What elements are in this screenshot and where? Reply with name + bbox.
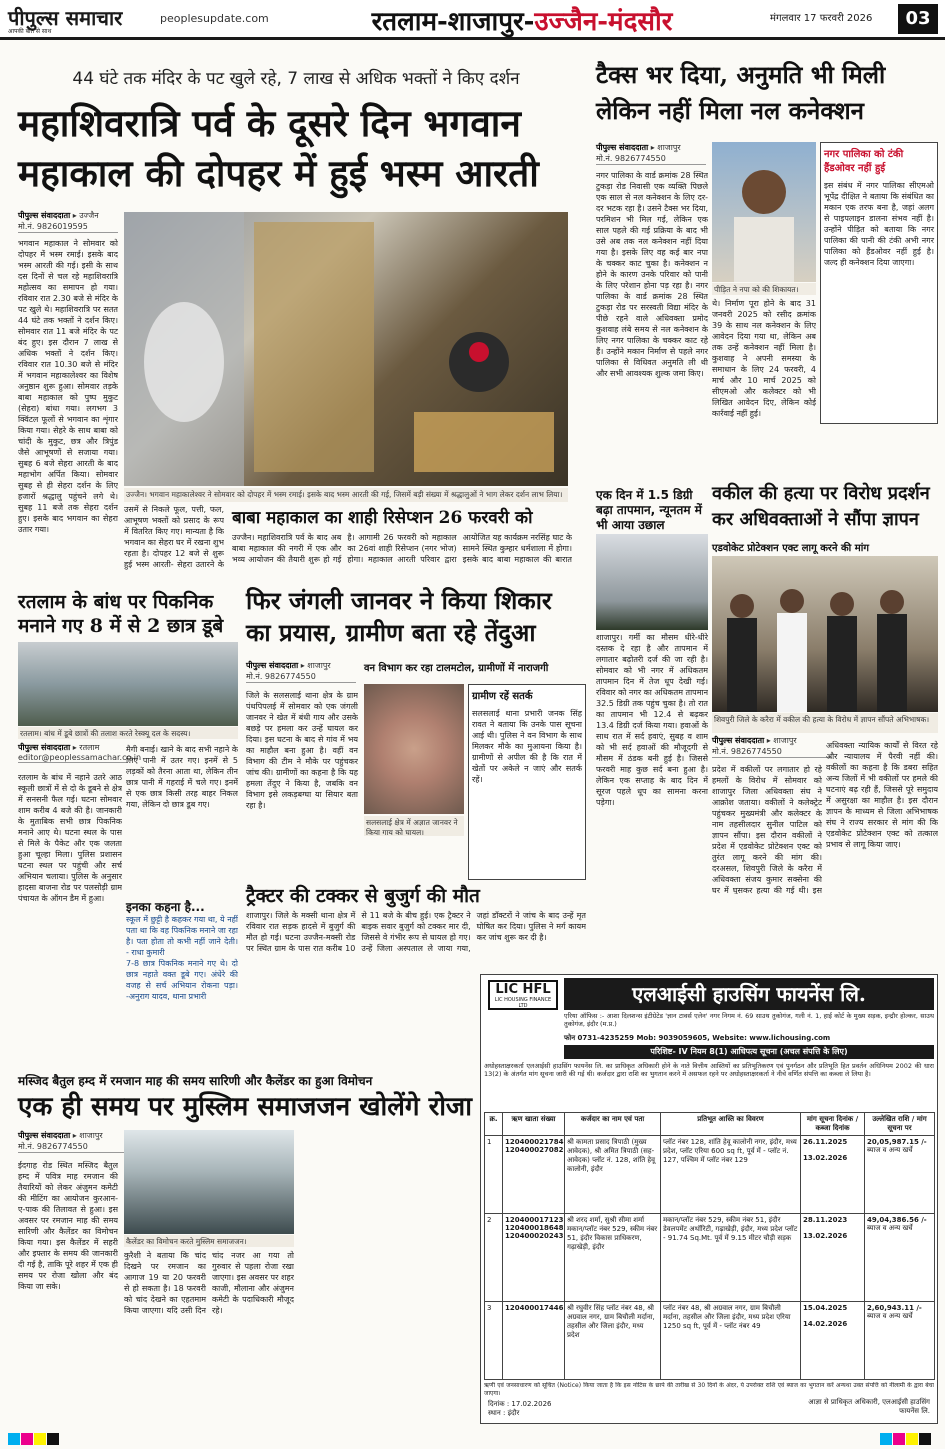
- person-illustration: [712, 142, 816, 282]
- tractor-headline: ट्रैक्टर की टक्कर से बुजुर्ग की मौत: [246, 885, 480, 907]
- photo-illustration: [124, 212, 568, 486]
- tax-caption: पीड़ित ने नपा को की शिकायत।: [712, 283, 816, 295]
- lawyer-caption: शिवपुरी जिले के करैरा में वकील की हत्या के विरोध में ज्ञापन सौंपते अभिभाषक।: [712, 713, 938, 733]
- animal-headline-2: का प्रयास, ग्रामीण बता रहे तेंदुआ: [246, 618, 536, 647]
- cell-amount: 20,05,987.15 /- ब्याज व अन्य खर्चे: [865, 1136, 935, 1214]
- tax-side-body: इस संबंध में नगर पालिका सीएमओ भूपेंद्र दीक्षित ने बताया कि संबंधित का मकान एक तरफ बना है, जहां अलग से पाइपलाइन डालना संभव नहीं है। उन्होंने पीड़ित को बताया कि नगर पालिका की पानी की टंकी अभी नगर पालिका को हैंडओवर नहीं हुई है। जल्द ही कनेक्शन दिया जाएगा।: [824, 181, 934, 267]
- lic-intro: अधोहस्ताक्षरकर्ता एलआईसी हाउसिंग फायनेंस लि. का प्राधिकृत अधिकारी होने के नाते वित्तीय आस्तियों का प्रतिभूतिकरण एवं पुनर्गठन और प्रतिभूति हित प्रवर्तन अधिनियम 2002 की धारा 13(2) के अंतर्गत मांग सूचना जारी की गई थी। कर्जदार द्वारा राशि का भुगतान करने में असफल रहने पर अधोहस्ताक्षरकर्ता ने नीचे वर्णित संपत्ति का कब्जा ले लिया है।: [484, 1062, 934, 1078]
- cell-amount: 2,60,943.11 /- ब्याज व अन्य खर्चे: [865, 1302, 935, 1380]
- dam-quotes: स्कूल में छुट्टी है कहकर गया था, ये नहीं पता था कि वह पिकनिक मनाने जा रहा है। पता होता तो कभी नहीं जाने देती। - राधा कुमारी 7-8 छात्र पिकनिक मनाने गए थे। दो छात्र नहाते वक्त डूबे गए। अंधेरे की वजह से सर्च अभियान रोकना पड़ा। -अनुराग यादव, थाना प्रभारी: [126, 915, 238, 1001]
- tax-headline-1: टैक्स भर दिया, अनुमति भी मिली: [596, 60, 886, 89]
- header-name: कर्जदार का नाम एवं पता: [565, 1113, 661, 1136]
- cell-property: प्लॉट नंबर 48, श्री अग्रवाल नगर, ग्राम बिचौली मर्दाना, तहसील और जिला इंदौर, मध्य प्रदेश एरिया 1250 sq ft, पूर्व में - प्लॉट नंबर 49: [661, 1302, 801, 1380]
- tax-photo: [712, 142, 816, 282]
- tax-side-title: नगर पालिका को टंकी हैंडओवर नहीं हुई: [824, 149, 904, 174]
- tax-sidebar: [820, 142, 938, 424]
- lead-kicker: 44 घंटे तक मंदिर के पट खुले रहे, 7 लाख से अधिक भक्तों ने किए दर्शन: [72, 69, 520, 89]
- animal-body: जिले के सलसलाई थाना क्षेत्र के ग्राम पंथपिपलई में सोमवार को एक जंगली जानवर ने खेत में बंधी गाय और उसके बछड़े पर हमला कर उन्हें घायल कर दिया। इस घटना के बाद से गांव में भय का माहौल बना हुआ है। वहीं वन विभाग की टीम ने मौके पर पहुंचकर जांच की। ग्रामीणों का कहना है कि यह हमला तेंदुए ने किया है, जबकि वन विभाग इसे लकड़बग्घा या सियार बता रहा है।: [246, 691, 358, 810]
- edition-title: रतलाम-शाजापुर-उज्जैन-मंदसौर: [371, 7, 673, 37]
- dam-caption: रतलाम। बांध में डूबे छात्रों की तलाश करते रेस्क्यू दल के सदस्य।: [18, 727, 238, 739]
- mahakal-photo: [124, 212, 568, 486]
- table-row: [485, 1136, 935, 1214]
- print-color-bar: [8, 1430, 60, 1449]
- animal-alert-body: सलसलाई थाना प्रभारी जनक सिंह रावत ने बताया कि उनके पास सूचना आई थी। पुलिस ने वन विभाग के साथ मिलकर मौके का मुआयना किया है। ग्रामीणों से अपील की है कि रात में खेतों पर अकेले न जाएं और सतर्क रहें।: [472, 709, 582, 784]
- cell-no: 2: [485, 1214, 503, 1302]
- reception-body: उज्जैन। महाशिवरात्रि पर्व के बाद अब बाबा महाकाल की नगरी में एक और भव्य आयोजन की तैयारी शुरू हो गई है। आगामी 26 फरवरी को महाकाल का 26वां शाही रिसेप्शन (नगर भोज) होगा। महाकाल आरती परिवार द्वारा आयोजित यह कार्यक्रम नरसिंह घाट के सामने स्थित कुम्हार धर्मशाला में होगा। इसके बाद बाबा महाकाल की बारात: [232, 533, 572, 564]
- cell-amount: 49,04,386.56 /- ब्याज व अन्य खर्चे: [865, 1214, 935, 1302]
- lawyer-photo: [712, 556, 938, 712]
- cell-date: 26.11.2025 13.02.2026: [801, 1136, 865, 1214]
- lic-signatory: आज्ञा से प्राधिकृत अधिकारी, एलआईसी हाउसिंग फायनेंस लि.: [808, 1398, 930, 1415]
- cell-no: 3: [485, 1302, 503, 1380]
- animal-photo: [364, 684, 464, 814]
- lic-table-wrap: [484, 1112, 934, 1380]
- tax-headline-2: लेकिन नहीं मिला नल कनेक्शन: [596, 96, 864, 125]
- lic-place: दिनांक : 17.02.2026 स्थान : इंदौर: [488, 1400, 552, 1417]
- animal-headline-1: फिर जंगली जानवर ने किया शिकार: [246, 586, 552, 615]
- dam-body-2: मैगी बनाई। खाने के बाद सभी नहाने के लिए पानी में उतर गए। इनमें से 5 लड़कों को तैरना आता था, लेकिन तीन छात्र पानी में गहराई में चले गए। इनमें से एक छात्र किसी तरह बाहर निकल गया, लेकिन दो छात्र डूब गए।: [126, 745, 238, 809]
- newspaper-logo[interactable]: पीपुल्स समाचार आपकी बात से साथ: [8, 6, 123, 35]
- mosque-photo: [124, 1130, 294, 1234]
- cell-no: 1: [485, 1136, 503, 1214]
- cell-name: श्री रघुवीर सिंह प्लॉट नंबर 48, श्री अग्रवाल नगर, ग्राम बिचौली मर्दाना, तहसील और जिला इंदौर, मध्य प्रदेश: [565, 1302, 661, 1380]
- lawyer-kicker: एडवोकेट प्रोटेक्शन एक्ट लागू करने की मांग: [712, 543, 869, 554]
- mosque-byline: पीपुल्स संवाददाता ▸ शाजापुर मो.नं. 9826774550: [18, 1130, 128, 1153]
- lawyer-byline: पीपुल्स संवाददाता ▸ शाजापुर मो.नं. 9826774550: [712, 735, 832, 758]
- cell-property: प्लॉट नंबर 128, शांति हेवू कालोनी नगर, इंदौर, मध्य प्रदेश, प्लॉट एरिया 600 sq ft, पूर्व में - प्लॉट नं. 127, पश्चिम में प्लॉट नंबर 129: [661, 1136, 801, 1214]
- lic-footer: ऋणी एवं जनसाधारण को सूचित (Notice) किया जाता है कि इस नोटिस के छापे की तारीख से 30 दिनों के अंदर, ये उपरोक्त राशि एवं ब्याज का भुगतान करें अन्यथा उक्त संपत्ति को नीलामी के द्वारा बेचा जाएगा।: [484, 1382, 934, 1397]
- tax-body-2: थे। निर्माण पूरा होने के बाद 31 जनवरी 2025 को रसीद क्रमांक 39 के साथ नल कनेक्शन के लिए आवेदन दिया गया था, लेकिन अब तक उन्हें कनेक्शन नहीं मिला है। कुशवाह ने अपनी समस्या के समाधान के लिए 24 फरवरी, 4 मार्च और 10 मार्च 2025 को सीएमओ और कलेक्टर को भी लिखित आवेदन दिए, लेकिन कोई कार्रवाई नहीं हुई।: [712, 299, 816, 418]
- animal-alert-title: ग्रामीण रहें सतर्क: [472, 691, 533, 702]
- dam-photo: [18, 642, 238, 726]
- dam-body: रतलाम के बांध में नहाने उतरे आठ स्कूली छात्रों में से दो के डूबने से क्षेत्र में सनसनी फैल गई। घटना सोमवार शाम करीब 4 बजे की है। जानकारी के मुताबिक सभी छात्र पिकनिक मनाने आए थे। घटना स्थल के पास से मिले के पैकेट और एक जलता हुआ चूल्हा मिला। पुलिस प्रशासन घटना स्थल पर पहुंची और सर्च अभियान चलाया। पुलिस के अनुसार हादसा बाजना रोड पर पलसोड़ी ग्राम पंचायत के ऑगन डैम में हुआ।: [18, 773, 122, 903]
- mosque-caption: कैलेंडर का विमोचन करते मुस्लिम समाजजन।: [124, 1235, 294, 1247]
- dam-headline-2: मनाने गए 8 में से 2 छात्र डूबे: [18, 615, 224, 637]
- lic-table: [484, 1112, 935, 1380]
- table-row: [485, 1302, 935, 1380]
- lead-body-2: उसमें से निकले फूल, पत्ती, फल, आभूषण भक्तों को प्रसाद के रूप में वितरित किए गए। मान्यता है कि भगवान का सेहरा घर में रखना शुभ रहता है। दोपहर 12 बजे से शुरू हुई भस्म आरती- सेहरा उतारने के: [124, 505, 224, 569]
- lic-rule: परिशिष्ट- IV नियम 8(1) आधिपत्य सूचना (अचल संपत्ति के लिए): [564, 1045, 934, 1059]
- dam-byline: पीपुल्स संवाददाता ▸ रतलाम editor@peoplessamachar.co.in: [18, 743, 142, 762]
- cell-loan: 120400021784 120400027082: [503, 1136, 565, 1214]
- page-number: 03: [898, 4, 938, 34]
- lead-caption: उज्जैन। भगवान महाकालेश्वर ने सोमवार को दोपहर में भस्म रमाई। इसके बाद भस्म आरती की गई, जिसमें बड़ी संख्या में श्रद्धालुओं ने भाग लेकर दर्शन लाभ लिया।: [124, 488, 568, 502]
- lawyer-headline-1: वकील की हत्या पर विरोध प्रदर्शन: [712, 483, 930, 504]
- dam-headline-1: रतलाम के बांध पर पिकनिक: [18, 591, 214, 613]
- tax-body: नगर पालिका के वार्ड क्रमांक 28 स्थित टुकड़ा रोड निवासी एक व्यक्ति पिछले एक साल से नल कनेक्शन के लिए दर-दर भटक रहा है। उसने टैक्स भर दिया, परमिशन भी मिल गई, लेकिन एक साल पहले की गई प्रक्रिया के बाद भी उसे अब तक नल कनेक्शन नहीं दिया गया है। इसके लिए वह कई बार नपा के चक्कर काट चुका है। कनेक्शन न होने के कारण उनके परिवार को पानी के लिए परेशान होना पड़ रहा है। नगर पालिका के वार्ड क्रमांक 28 स्थित टुकड़ा रोड पर सरस्वती विद्या मंदिर के पीछे रहने वाले अधिवक्ता प्रमोद कुशवाह लंबे समय से नल कनेक्शन के लिए नगर पालिका के चक्कर काट रहे हैं। उन्होंने मकान निर्माण से पहले नगर पालिका से विधिवत अनुमति ली थी और सभी आवश्यक शुल्क जमा किए।: [596, 171, 708, 378]
- crowd-illustration: [712, 556, 938, 712]
- header-no: क्र.: [485, 1113, 503, 1136]
- lead-byline: पीपुल्स संवाददाता ▸ उज्जैन मो.नं. 9826019595: [18, 210, 118, 233]
- cell-property: मकान/प्लॉट नंबर 529, स्कीम नंबर 51, इंदौर डेवलपमेंट अथॉरिटी, गढ़ाखेड़ी, इंदौर, मध्य प्रदेश प्लॉट - 91.74 Sq.Mt. पूर्व में 9.15 मीटर चौड़ी सड़क: [661, 1214, 801, 1302]
- lic-address: एरिया ऑफिस :- आशा दिलशन्स इंटीग्रेटेड 'ज्ञान टावर्स एलेन' नगर निगम नं. 69 साउथ तुकोगंज, गली नं. 1, हाई कोर्ट के मुख्य सड़क, इन्द्रौर होल्कर, साउथ तुकोगंज, इंदौर (म.प्र.): [564, 1012, 934, 1028]
- dam-quote-title: इनका कहना है...: [126, 900, 205, 914]
- mosque-body: ईदगाह रोड स्थित मस्जिद बैतुल हम्द में पवित्र माह रमजान की तैयारियों को लेकर अंजुमन कमेटी की मीटिंग का आयोजन कुरआन-ए-पाक की तिलावत से हुआ। इस अवसर पर रमजान माह की समय सारिणी और कैलेंडर का विमोचन किया गया। इस कैलेंडर में सहरी और इफ्तार के समय की जानकारी दी गई है, ताकि पूरे शहर में एक ही समय पर रोजा खोला और बंद किया जा सके।: [18, 1161, 118, 1291]
- lawyer-body: प्रदेश में वकीलों पर लगातार हो रहे हमलों के विरोध में सोमवार को शाजापुर जिला अधिवक्ता संघ ने आक्रोश जताया। वकीलों ने कलेक्ट्रेट पहुंचकर मुख्यमंत्री और कलेक्टर के नाम तहसीलदार सुनील पाटिल को ज्ञापन सौंपा। इस दौरान वकीलों ने प्रदेश में एडवोकेट प्रोटेक्शन एक्ट को तुरंत लागू करने की मांग की। दरअसल, शिवपुरी जिले के करैरा में अधिवक्ता संजय कुमार सक्सेना की घर में घुसकर हत्या की गई थी। इस: [712, 765, 822, 894]
- animal-kicker: वन विभाग कर रहा टालमटोल, ग्रामीणों में नाराजगी: [364, 663, 549, 674]
- cell-loan: 120400017446: [503, 1302, 565, 1380]
- animal-byline: पीपुल्स संवाददाता ▸ शाजापुर मो.नं. 9826774550: [246, 660, 356, 683]
- print-color-bar-right: [880, 1430, 932, 1449]
- mosque-headline: एक ही समय पर मुस्लिम समाजजन खोलेंगे रोजा: [18, 1092, 472, 1122]
- cell-name: श्री शरद शर्मा, सुश्री सीमा शर्मा मकान/प्लॉट नंबर 529, स्कीम नंबर 51, इंदौर विकास प्राधिकरण, गढ़ाखेड़ी, इंदौर: [565, 1214, 661, 1302]
- lead-headline-1: महाशिवरात्रि पर्व के दूसरे दिन भगवान: [18, 101, 521, 145]
- animal-alert-box: [468, 684, 586, 880]
- header-property: प्रतिभूत आस्ति का विवरण: [661, 1113, 801, 1136]
- header-loan: ऋण खाता संख्या: [503, 1113, 565, 1136]
- lawyer-body-2: अधिवक्ता न्यायिक कार्यों से विरत रहे और न्यायालय में पैरवी नहीं की। वकीलों का कहना है कि डबरा सहित अन्य जिलों में भी वकीलों पर हमले की घटनाएं बढ़ रही हैं, जिससे पूरे समुदाय में असुरक्षा का माहौल है। इस दौरान ज्ञापन के माध्यम से जिला अभिभाषक संघ ने राज्य सरकार से मांग की कि एडवोकेट प्रोटेक्शन एक्ट को तत्काल प्रभाव से लागू किया जाए।: [826, 741, 938, 849]
- lawyer-headline-2: कर अधिवक्ताओं ने सौंपा ज्ञापन: [712, 509, 919, 530]
- reception-headline: बाबा महाकाल का शाही रिसेप्शन 26 फरवरी को: [232, 508, 533, 528]
- lead-body: भगवान महाकाल ने सोमवार को दोपहर में भस्म रमाई। इसके बाद भस्म आरती की गई। इसी के साथ दस दिनों से चल रहे महाशिवरात्रि महोत्सव का समापन हो गया। रविवार रात 2.30 बजे से मंदिर के पट खुले थे। महाशिवरात्रि पर सतत 44 घंटे तक भक्तों ने दर्शन किए। सोमवार रात 11 बजे मंदिर के पट बंद हुए। इस दौरान 7 लाख से अधिक भक्तों ने दर्शन किए। रविवार रात 10.30 बजे से मंदिर में भगवान महाकालेश्वर का विशेष अनुष्ठान शुरू हुआ। सोमवार तड़के बाबा महाकाल को पुष्प मुकुट (सेहरा) बांधा गया। लगभग 3 क्विंटल फूलों से भगवान का शृंगार किया गया। सेहरे के साथ बाबा को चांदी के मुकुट, छत्र और त्रिपुंड जैसे आभूषणों से सजाया गया। सुबह 6 बजे सेहरा आरती के बाद महाभोग अर्पित किया। सोमवार सुबह से ही सेहरा दर्शन के लिए हजारों श्रद्धालु पहुंचने लगे थे। सुबह 11 बजे तक सेहरा दर्शन हुए। इसके बाद भगवान का सेहरा उतार गया।: [18, 239, 118, 534]
- table-row: [485, 1214, 935, 1302]
- header-date: मांग सूचना दिनांक / कब्जा दिनांक: [801, 1113, 865, 1136]
- lic-company: एलआईसी हाउसिंग फायनेंस लि.: [564, 978, 934, 1010]
- weather-headline: एक दिन में 1.5 डिग्री बढ़ा तापमान, न्यूनतम में भी आया उछाल: [596, 488, 702, 532]
- cell-name: श्री कामता प्रसाद त्रिपाठी (मुख्य आवेदक), श्री अमित त्रिपाठी (सह-आवेदक) प्लॉट नं. 128, शांति हेवू कालोनी, इंदौर: [565, 1136, 661, 1214]
- cell-date: 15.04.2025 14.02.2026: [801, 1302, 865, 1380]
- cell-loan: 120400017123 120400018648 120400020243: [503, 1214, 565, 1302]
- animal-caption: सलसलाई क्षेत्र में अज्ञात जानवर ने किया गाय को घायल।: [364, 816, 464, 836]
- cell-date: 28.11.2023 13.02.2026: [801, 1214, 865, 1302]
- lic-logo: LIC HFL LIC HOUSING FINANCE LTD: [488, 980, 558, 1010]
- issue-date: मंगलवार 17 फरवरी 2026: [770, 13, 873, 24]
- tax-byline: पीपुल्स संवाददाता ▸ शाजापुर मो.नं. 9826774550: [596, 142, 706, 165]
- lead-headline-2: महाकाल की दोपहर में हुई भस्म आरती: [18, 151, 539, 195]
- lic-phone: फोन 0731-4235259 Mob: 9039059605, Website: www.lichousing.com: [564, 1034, 831, 1042]
- mosque-kicker: मस्जिद बैतुल हम्द में रमजान माह की समय सारिणी और कैलेंडर का हुआ विमोचन: [18, 1074, 373, 1088]
- lic-table-header: [485, 1113, 935, 1136]
- tractor-body: शाजापुर। जिले के मक्सी थाना क्षेत्र में रविवार रात सड़क हादसे में बुजुर्ग की मौत हो गई। घटना उज्जैन-मक्सी रोड पर स्थित ग्राम के पास रात करीब 10 से 11 बजे के बीच हुई। एक ट्रैक्टर ने बाइक सवार बुजुर्ग को टक्कर मार दी, जिससे वे गंभीर रूप से घायल हो गए। उन्हें जिला अस्पताल ले जाया गया, जहां डॉक्टरों ने जांच के बाद उन्हें मृत घोषित कर दिया। पुलिस ने मर्ग कायम कर जांच शुरू कर दी है।: [246, 911, 586, 953]
- weather-caption: शाजापुर। गर्मी का मौसम धीरे-धीरे दस्तक दे रहा है और तापमान में लगातार बढ़ोतरी दर्ज की जा रही है। सोमवार को भी नगर में अधिकतम तापमान दिन में तेज धूप देखी गई। रविवार को नगर का अधिकतम तापमान 32.5 डिग्री तक पहुंच चुका है। तो रात का तापमान भी 12.4 से बढ़कर 13.4 डिग्री दर्ज किया गया। हवाओं के साथ रात में सर्द हवाएं, सुबह व शाम को भी सर्द हवाओं की मौजूदगी से मौसम में ठंडक बनी हुई है। जिससे फरवरी माह कुछ सर्द बना हुआ है। लेकिन एक सप्ताह के बाद दिन में सूरज पहले धूप का सामना करना पड़ेगा।: [596, 633, 708, 807]
- weather-photo: [596, 534, 708, 630]
- website-link[interactable]: peoplesupdate.com: [160, 12, 269, 25]
- header-amount: उल्लेखित राशि / मांग सूचना पर: [865, 1113, 935, 1136]
- mosque-body-2: कुरैशी ने बताया कि चांद दिखने पर रमजान का आगाज 19 या 20 फरवरी से हो सकता है। 18 फरवरी को चांद देखने का एहतमाम किया जाएगा। यदि उसी दिन चांद नजर आ गया तो गुरुवार से पहला रोजा रखा जाएगा। इस अवसर पर शहर काजी, मौलाना और अंजुमन कमेटी के पदाधिकारी मौजूद रहे।: [124, 1251, 294, 1315]
